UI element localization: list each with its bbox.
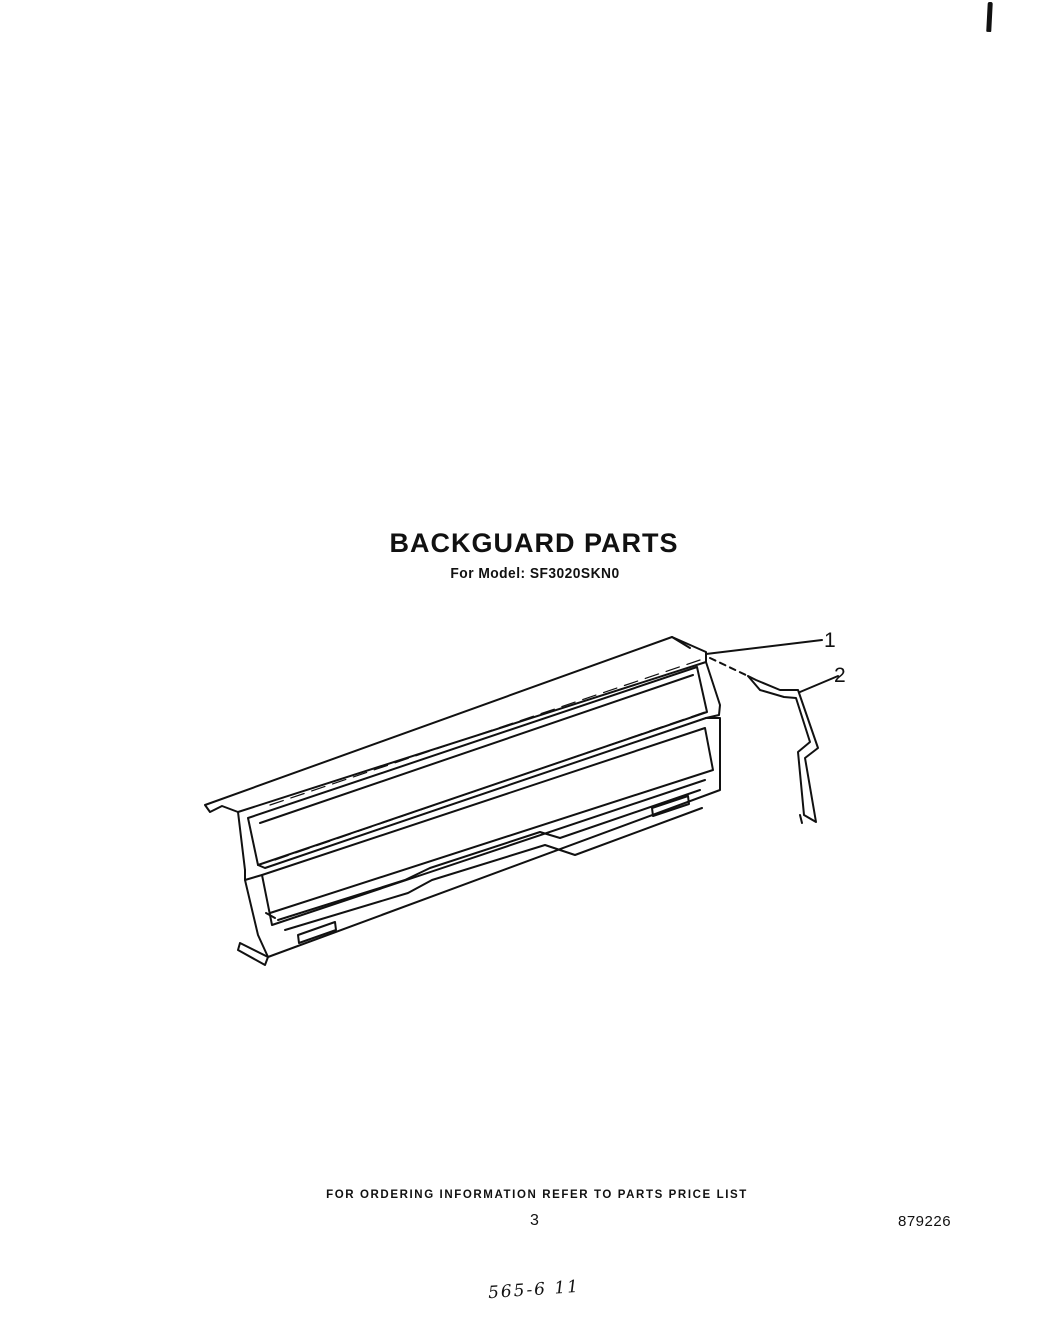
end-cap-bracket [748,676,818,823]
backguard-upper-panel [238,662,720,870]
page-number: 3 [530,1212,539,1229]
callout-2-label: 2 [834,664,846,687]
handwritten-note: 565-6 11 [487,1276,581,1304]
callout-1-label: 1 [824,629,836,652]
mounting-slots [298,796,689,943]
assembly-dashed-line [710,658,748,676]
backguard-lower-panel [238,718,720,965]
document-number: 879226 [898,1213,952,1230]
model-subtitle: For Model: SF3020SKN0 [450,565,620,582]
callout-1-leader [706,640,822,654]
callout-leaders [706,640,838,692]
page-title: BACKGUARD PARTS [389,528,679,558]
backguard-top-flange [205,637,706,812]
ordering-note: FOR ORDERING INFORMATION REFER TO PARTS PRICE LIST [326,1189,748,1201]
callout-2-leader [800,676,838,692]
